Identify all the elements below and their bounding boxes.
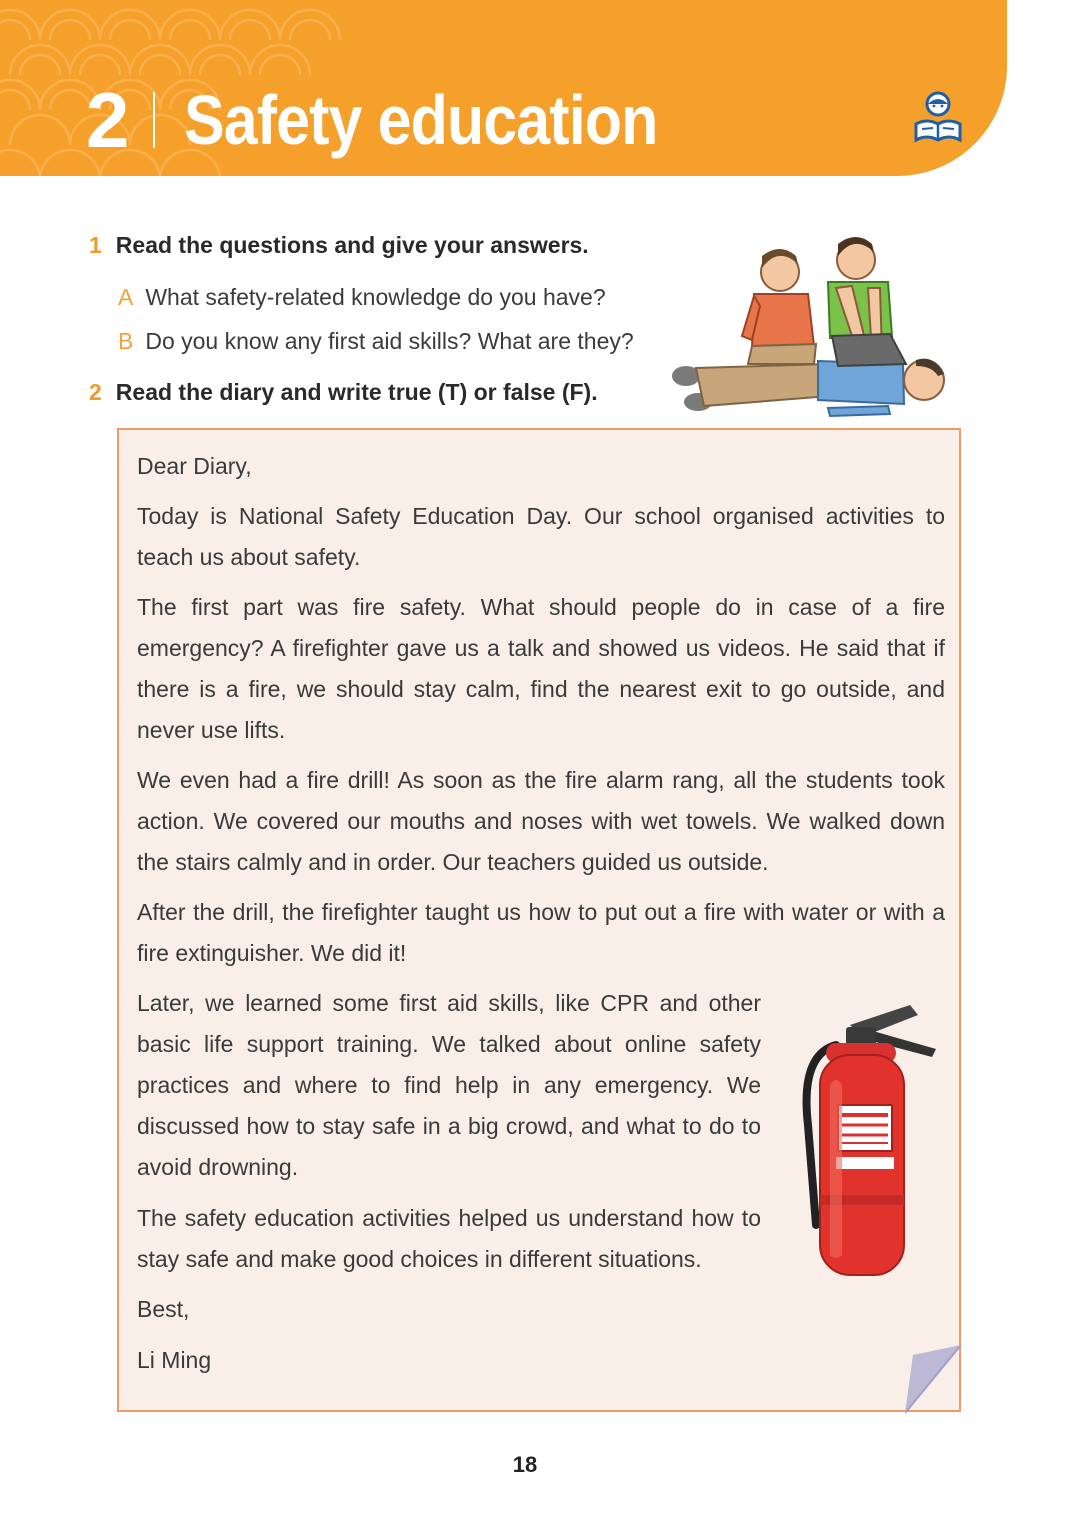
task-number: 1 [89, 232, 102, 258]
diary-signature: Li Ming [137, 1347, 212, 1373]
diary-closing: Best, [137, 1296, 190, 1322]
diary-paragraph: The safety education activities helped us understand how to stay safe and make good choices in different situations. [137, 1205, 761, 1272]
cpr-illustration [668, 236, 968, 426]
orange-shirt-figure [742, 249, 816, 364]
question-letter: B [118, 328, 134, 354]
diary-paragraph: We even had a fire drill! As soon as the fire alarm rang, all the students took action. We covered our mouths and noses with wet towels. We walked down the stairs calmly and in order. Our teachers guided us outside. [137, 767, 945, 875]
page-curl [905, 1345, 965, 1415]
reading-person-icon [910, 90, 966, 144]
unit-banner [0, 0, 1007, 176]
diary-paragraph: The first part was fire safety. What should people do in case of a fire emergency? A firefighter gave us a talk and showed us videos. He said that if there is a fire, we should stay calm, find the nearest exit to go outside, and never use lifts. [137, 594, 945, 743]
task-number: 2 [89, 379, 102, 405]
task-text: Read the questions and give your answers. [115, 232, 589, 258]
task-1-instruction [89, 232, 589, 259]
green-shirt-figure [828, 237, 906, 366]
question-text: Do you know any first aid skills? What are they? [145, 328, 634, 354]
diary-greeting: Dear Diary, [137, 453, 252, 479]
diary-paragraph: After the drill, the firefighter taught us how to put out a fire with water or with a fire extinguisher. We did it! [137, 899, 945, 966]
unit-number: 2 [86, 76, 128, 164]
page-number: 18 [512, 1452, 538, 1477]
patient-figure [672, 359, 944, 416]
question-letter: A [118, 284, 134, 310]
question-b [118, 328, 634, 355]
task-2-instruction [89, 379, 598, 406]
question-text: What safety-related knowledge do you have? [145, 284, 606, 310]
title-divider [153, 92, 155, 148]
task-text: Read the diary and write true (T) or false (F). [115, 379, 598, 405]
question-a [118, 284, 606, 311]
diary-paragraph: Later, we learned some first aid skills, like CPR and other basic life support training. We talked about online safety practices and where to find help in any emergency. We discussed how to stay safe in a big crowd, and what to do to avoid drowning. [137, 990, 761, 1180]
page-title: Safety education [184, 81, 658, 159]
fire-extinguisher-illustration [790, 985, 950, 1295]
diary-paragraph: Today is National Safety Education Day. Our school organised activities to teach us about safety. [137, 503, 945, 570]
